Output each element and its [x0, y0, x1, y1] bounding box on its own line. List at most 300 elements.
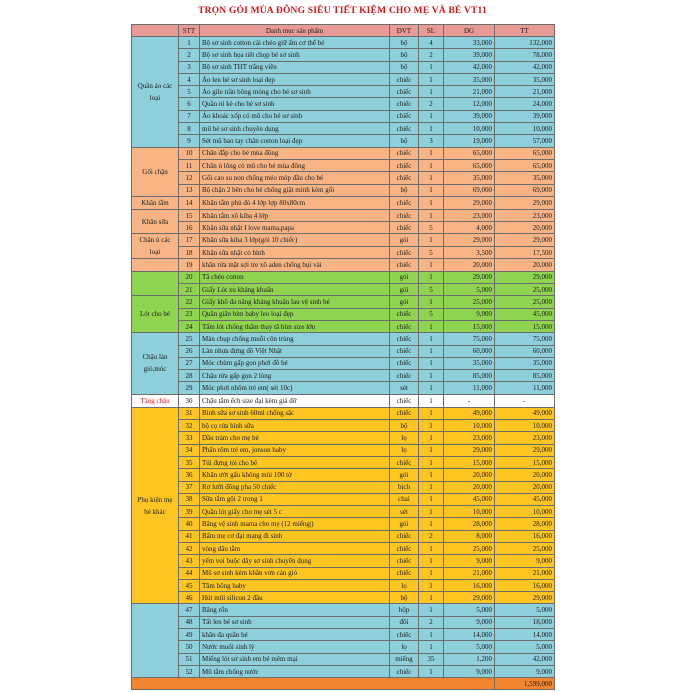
stt-cell: 51 [179, 653, 200, 665]
unit-cell: chiếc [390, 530, 419, 542]
unit-price-cell: 5,000 [444, 604, 495, 616]
unit-cell: bộ [390, 184, 419, 196]
quantity-cell: 1 [419, 481, 444, 493]
table-row [132, 481, 555, 493]
quantity-cell: 1 [419, 493, 444, 505]
quantity-cell: 1 [419, 456, 444, 468]
stt-cell: 33 [179, 432, 200, 444]
unit-price-cell: 33,000 [444, 37, 495, 49]
unit-cell: bộ [390, 420, 419, 432]
unit-cell: chiếc [390, 73, 419, 85]
quantity-cell: 1 [419, 209, 444, 221]
table-row [132, 333, 555, 345]
quantity-cell: 1 [419, 271, 444, 283]
stt-cell: 26 [179, 345, 200, 357]
quantity-cell: 1 [419, 357, 444, 369]
unit-price-cell: 10,000 [444, 506, 495, 518]
unit-price-cell: 5,000 [444, 284, 495, 296]
unit-cell: chiếc [390, 407, 419, 419]
unit-price-cell: 20,000 [444, 469, 495, 481]
table-row [132, 629, 555, 641]
unit-price-cell: 12,000 [444, 98, 495, 110]
product-name-cell: Bộ sơ sinh THT trắng viền [200, 61, 390, 73]
stt-cell: 8 [179, 123, 200, 135]
amount-cell: 25,000 [495, 296, 555, 308]
stt-cell: 35 [179, 456, 200, 468]
product-name-cell: Tã chéo cotton [200, 271, 390, 283]
amount-cell: 35,000 [495, 357, 555, 369]
unit-price-cell: 9,000 [444, 665, 495, 677]
product-name-cell: Bấm mẹ cơ đại mang đi sinh [200, 530, 390, 542]
quantity-cell: 3 [419, 135, 444, 147]
product-name-cell: Băng vệ sinh mama cho mẹ (12 miếng|) [200, 518, 390, 530]
unit-cell: chiếc [390, 86, 419, 98]
amount-cell: 20,000 [495, 481, 555, 493]
table-row [132, 159, 555, 171]
quantity-cell: 1 [419, 432, 444, 444]
unit-cell: chiếc [390, 567, 419, 579]
category-cell: Khăn sữa [132, 209, 179, 234]
category-cell: Chậu làn giỏ,móc [132, 333, 179, 394]
product-name-cell: Chậu tắm ếch size đại kèm giá đỡ [200, 394, 390, 407]
table-row [132, 234, 555, 247]
stt-cell: 31 [179, 407, 200, 419]
amount-cell: 65,000 [495, 159, 555, 171]
amount-cell: 57,000 [495, 135, 555, 147]
product-name-cell: Sét mũ bao tay chân cotton loại đẹp [200, 135, 390, 147]
quantity-cell: 1 [419, 518, 444, 530]
unit-cell: chiếc [390, 394, 419, 407]
unit-cell: lọ [390, 444, 419, 456]
unit-price-cell: 25,000 [444, 542, 495, 554]
stt-cell: 27 [179, 357, 200, 369]
quantity-cell: 1 [419, 147, 444, 159]
unit-cell: gói [390, 271, 419, 283]
table-row [132, 61, 555, 73]
unit-price-cell: 23,000 [444, 209, 495, 221]
product-name-cell: Túi đựng tỏi cho bé [200, 456, 390, 468]
stt-cell: 44 [179, 567, 200, 579]
table-row [132, 567, 555, 579]
amount-cell: 69,000 [495, 184, 555, 196]
unit-price-cell: 8,000 [444, 530, 495, 542]
unit-cell: chiếc [390, 98, 419, 110]
unit-cell: hộp [390, 604, 419, 616]
unit-cell: chiếc [390, 357, 419, 369]
unit-cell: chiếc [390, 147, 419, 159]
category-cell [132, 271, 179, 296]
amount-cell: 25,000 [495, 284, 555, 296]
quantity-cell: 1 [419, 382, 444, 394]
unit-cell: chiếc [390, 259, 419, 271]
quantity-cell: 1 [419, 73, 444, 85]
table-row [132, 420, 555, 432]
unit-price-cell: 21,000 [444, 567, 495, 579]
amount-cell: 75,000 [495, 333, 555, 345]
category-cell [132, 604, 179, 678]
stt-cell: 10 [179, 147, 200, 159]
unit-cell: bộ [390, 49, 419, 61]
amount-cell: 49,000 [495, 407, 555, 419]
product-name-cell: Quần giãn bỉm baby leo loại đẹp [200, 308, 390, 320]
quantity-cell: 1 [419, 444, 444, 456]
unit-price-cell: 45,000 [444, 493, 495, 505]
category-cell: Chăn ủ các loại [132, 234, 179, 259]
amount-cell: 42,000 [495, 61, 555, 73]
unit-cell: bộ [390, 37, 419, 49]
product-name-cell: Tấm lót chống thấm thay tã bỉm size lớn [200, 320, 390, 332]
stt-cell: 46 [179, 592, 200, 604]
table-row [132, 49, 555, 61]
quantity-cell: 2 [419, 530, 444, 542]
unit-price-cell: 9,000 [444, 308, 495, 320]
product-name-cell: Áo len bé sơ sinh loại đẹp [200, 73, 390, 85]
unit-cell: chiếc [390, 308, 419, 320]
quantity-cell: 1 [419, 86, 444, 98]
unit-price-cell: 20,000 [444, 481, 495, 493]
stt-cell: 22 [179, 296, 200, 308]
unit-price-cell: 35,000 [444, 73, 495, 85]
unit-price-cell: 4,000 [444, 222, 495, 234]
quantity-cell: 1 [419, 296, 444, 308]
unit-cell: chai [390, 493, 419, 505]
amount-cell: 35,000 [495, 172, 555, 184]
quantity-cell: 1 [419, 506, 444, 518]
unit-cell: chiếc [390, 320, 419, 332]
quantity-cell: 1 [419, 542, 444, 554]
amount-cell: 45,000 [495, 308, 555, 320]
unit-price-cell: 69,000 [444, 184, 495, 196]
table-row [132, 493, 555, 505]
amount-cell: 29,000 [495, 592, 555, 604]
quantity-cell: 1 [419, 123, 444, 135]
table-row [132, 357, 555, 369]
stt-cell: 3 [179, 61, 200, 73]
table-row [132, 370, 555, 382]
product-name-cell: khăn đa quần bé [200, 629, 390, 641]
unit-cell: lọ [390, 641, 419, 653]
unit-cell: chiếc [390, 222, 419, 234]
amount-cell: 28,000 [495, 518, 555, 530]
unit-price-cell: 23,000 [444, 432, 495, 444]
product-name-cell: Khăn tắm xô kiba 4 lớp [200, 209, 390, 221]
amount-cell: 25,000 [495, 542, 555, 554]
unit-price-cell: 35,000 [444, 357, 495, 369]
unit-price-cell: 9,000 [444, 555, 495, 567]
unit-price-cell: 29,000 [444, 592, 495, 604]
unit-cell: bịch [390, 481, 419, 493]
stt-cell: 37 [179, 481, 200, 493]
stt-cell: 48 [179, 616, 200, 628]
unit-price-cell: 10,000 [444, 420, 495, 432]
table-row [132, 469, 555, 481]
unit-price-cell: 11,000 [444, 382, 495, 394]
product-name-cell: Bộ sơ sinh họa tiết chọp bé sơ sinh [200, 49, 390, 61]
product-name-cell: Khăn sữa nhật cỏ hình [200, 246, 390, 259]
unit-cell: lọ [390, 432, 419, 444]
amount-cell: 9,000 [495, 555, 555, 567]
table-row [132, 506, 555, 518]
stt-cell: 18 [179, 246, 200, 259]
category-cell: Khăn tắm [132, 196, 179, 209]
product-name-cell: Áo khoác xốp có mũ cho bé sơ sinh [200, 110, 390, 122]
amount-cell: 23,000 [495, 209, 555, 221]
amount-cell: 60,000 [495, 345, 555, 357]
quantity-cell: 1 [419, 604, 444, 616]
unit-price-cell: 5,000 [444, 641, 495, 653]
stt-cell: 43 [179, 555, 200, 567]
quantity-cell: 1 [419, 665, 444, 677]
unit-cell: chiếc [390, 542, 419, 554]
product-name-cell: Tăm bông baby [200, 579, 390, 591]
table-row [132, 653, 555, 665]
stt-cell: 4 [179, 73, 200, 85]
stt-cell: 52 [179, 665, 200, 677]
stt-cell: 41 [179, 530, 200, 542]
quantity-cell: 5 [419, 222, 444, 234]
table-row [132, 296, 555, 308]
unit-price-cell: 65,000 [444, 159, 495, 171]
stt-cell: 23 [179, 308, 200, 320]
table-row [132, 37, 555, 49]
unit-cell: bộ [390, 135, 419, 147]
table-row [132, 284, 555, 296]
product-name-cell: Hút mũi silicon 2 đầu [200, 592, 390, 604]
stt-cell: 13 [179, 184, 200, 196]
quantity-cell: 5 [419, 246, 444, 259]
stt-cell: 40 [179, 518, 200, 530]
quantity-cell: 1 [419, 629, 444, 641]
unit-cell: lọ [390, 579, 419, 591]
unit-cell: chiếc [390, 665, 419, 677]
quantity-cell: 35 [419, 653, 444, 665]
table-row [132, 444, 555, 456]
stt-cell: 19 [179, 259, 200, 271]
unit-price-cell: - [444, 394, 495, 407]
quantity-cell: 1 [419, 567, 444, 579]
amount-cell: 42,000 [495, 653, 555, 665]
stt-cell: 49 [179, 629, 200, 641]
product-name-cell: Quần nỉ kẻ cho bé sơ sinh [200, 98, 390, 110]
unit-price-cell: 60,000 [444, 345, 495, 357]
unit-price-cell: 29,000 [444, 444, 495, 456]
table-row [132, 407, 555, 419]
amount-cell: 21,000 [495, 567, 555, 579]
product-name-cell: Móc chùm gấp gọn phơi đồ bé [200, 357, 390, 369]
amount-cell: 29,000 [495, 234, 555, 247]
product-name-cell: Quần lót giấy cho mẹ sét 5 c [200, 506, 390, 518]
unit-price-cell: 9,000 [444, 616, 495, 628]
amount-cell: 65,000 [495, 147, 555, 159]
quantity-cell: 5 [419, 284, 444, 296]
table-row [132, 394, 555, 407]
unit-price-cell: 15,000 [444, 320, 495, 332]
quantity-cell: 5 [419, 308, 444, 320]
amount-cell: 23,000 [495, 432, 555, 444]
quantity-cell: 1 [419, 196, 444, 209]
quantity-cell: 1 [419, 234, 444, 247]
stt-cell: 29 [179, 382, 200, 394]
amount-cell: 18,000 [495, 616, 555, 628]
unit-price-cell: 1,200 [444, 653, 495, 665]
quantity-cell: 1 [419, 110, 444, 122]
amount-cell: 11,000 [495, 382, 555, 394]
unit-price-cell: 16,000 [444, 579, 495, 591]
unit-price-cell: 35,000 [444, 172, 495, 184]
table-row [132, 110, 555, 122]
unit-price-cell: 21,000 [444, 86, 495, 98]
quantity-cell: 1 [419, 579, 444, 591]
stt-cell: 2 [179, 49, 200, 61]
amount-cell: 5,000 [495, 604, 555, 616]
quantity-cell: 1 [419, 184, 444, 196]
product-name-cell: Mũ tắm chống nước [200, 665, 390, 677]
table-row [132, 123, 555, 135]
unit-price-cell: 85,000 [444, 370, 495, 382]
unit-cell: sét [390, 506, 419, 518]
unit-price-cell: 29,000 [444, 196, 495, 209]
table-body [132, 37, 555, 678]
stt-cell: 7 [179, 110, 200, 122]
price-sheet [131, 0, 554, 690]
product-name-cell: Chăn đắp cho bé mùa đông [200, 147, 390, 159]
amount-cell: 132,000 [495, 37, 555, 49]
table-row [132, 196, 555, 209]
unit-price-cell: 65,000 [444, 147, 495, 159]
amount-cell: 20,000 [495, 222, 555, 234]
table-row [132, 271, 555, 283]
table-row [132, 172, 555, 184]
table-row [132, 86, 555, 98]
quantity-cell: 1 [419, 259, 444, 271]
table-row [132, 530, 555, 542]
quantity-cell: 1 [419, 394, 444, 407]
unit-price-cell: 3,500 [444, 246, 495, 259]
quantity-cell: 2 [419, 616, 444, 628]
quantity-cell: 1 [419, 407, 444, 419]
stt-cell: 39 [179, 506, 200, 518]
product-name-cell: Làn nhựa đựng đồ Việt Nhật [200, 345, 390, 357]
header-unit-price: ĐG [444, 25, 495, 37]
category-cell: Quần áo các loại [132, 37, 179, 148]
product-name-cell: Mũ sơ sinh kèm khăn vơn cản gió [200, 567, 390, 579]
table-row [132, 432, 555, 444]
table-row [132, 345, 555, 357]
stt-cell: 38 [179, 493, 200, 505]
product-name-cell: Nước muối sinh lý [200, 641, 390, 653]
quantity-cell: 1 [419, 320, 444, 332]
product-name-cell: Chậu rửa gấp gọn 2 lòng [200, 370, 390, 382]
amount-cell: 16,000 [495, 579, 555, 591]
amount-cell: - [495, 394, 555, 407]
unit-cell: gói [390, 284, 419, 296]
stt-cell: 42 [179, 542, 200, 554]
product-name-cell: Bộ chặn 2 bên cho bé chống giật mình kèm gối [200, 184, 390, 196]
unit-cell: gói [390, 234, 419, 247]
quantity-cell: 1 [419, 592, 444, 604]
unit-price-cell: 29,000 [444, 271, 495, 283]
unit-price-cell: 20,000 [444, 259, 495, 271]
unit-cell: chiếc [390, 159, 419, 171]
product-name-cell: bộ cọ rửa bình sữa [200, 420, 390, 432]
stt-cell: 15 [179, 209, 200, 221]
product-name-cell: Bình sữa sơ sinh 60ml chống sặc [200, 407, 390, 419]
stt-cell: 5 [179, 86, 200, 98]
product-name-cell: yếm voi buộc dây sơ sinh chuyên dụng [200, 555, 390, 567]
product-name-cell: Chăn ủ lông cò mũ cho bé mùa đông [200, 159, 390, 171]
unit-cell: chiếc [390, 196, 419, 209]
product-name-cell: Khăn ướt gấu không mùi 100 tờ [200, 469, 390, 481]
stt-cell: 24 [179, 320, 200, 332]
product-name-cell: Giấy Lót xu kháng khuẩn [200, 284, 390, 296]
table-row [132, 382, 555, 394]
product-name-cell: Phấn rôm trẻ em, jonson baby [200, 444, 390, 456]
amount-cell: 10,000 [495, 123, 555, 135]
quantity-cell: 1 [419, 345, 444, 357]
table-row [132, 222, 555, 234]
amount-cell: 10,000 [495, 506, 555, 518]
category-cell: Lót cho bé [132, 296, 179, 333]
amount-cell: 9,000 [495, 665, 555, 677]
unit-cell: sét [390, 382, 419, 394]
quantity-cell: 2 [419, 49, 444, 61]
stt-cell: 28 [179, 370, 200, 382]
table-row [132, 308, 555, 320]
category-cell [132, 259, 179, 271]
amount-cell: 39,000 [495, 110, 555, 122]
unit-cell: đôi [390, 616, 419, 628]
category-cell: Gối chặn [132, 147, 179, 196]
quantity-cell: 4 [419, 37, 444, 49]
table-row [132, 259, 555, 271]
product-name-cell: mũ bé sơ sinh chuyên dụng [200, 123, 390, 135]
unit-price-cell: 14,000 [444, 629, 495, 641]
amount-cell: 24,000 [495, 98, 555, 110]
unit-cell: chiếc [390, 370, 419, 382]
product-name-cell: Dầu tràm cho mẹ bé [200, 432, 390, 444]
total-row [132, 678, 555, 690]
product-name-cell: khăn rửa mặt sợi tre xô aden chống bụi vải [200, 259, 390, 271]
unit-price-cell: 29,000 [444, 234, 495, 247]
amount-cell: 29,000 [495, 444, 555, 456]
unit-cell: chiếc [390, 209, 419, 221]
stt-cell: 50 [179, 641, 200, 653]
quantity-cell: 1 [419, 159, 444, 171]
unit-cell: chiếc [390, 110, 419, 122]
amount-cell: 20,000 [495, 469, 555, 481]
unit-cell: chiếc [390, 172, 419, 184]
stt-cell: 34 [179, 444, 200, 456]
header-row [132, 25, 555, 37]
unit-cell: gói [390, 296, 419, 308]
amount-cell: 20,000 [495, 259, 555, 271]
unit-cell: chiếc [390, 123, 419, 135]
unit-price-cell: 75,000 [444, 333, 495, 345]
sheet-title: TRỌN GÓI MÙA ĐÔNG SIÊU TIẾT KIỆM CHO MẸ VÀ BÉ VT11 [198, 6, 487, 16]
unit-price-cell: 39,000 [444, 49, 495, 61]
unit-cell: chiếc [390, 246, 419, 259]
table-row [132, 592, 555, 604]
product-name-cell: Băng rốn [200, 604, 390, 616]
category-cell: Tặng chậu [132, 394, 179, 407]
table-row [132, 246, 555, 259]
unit-cell: chiếc [390, 345, 419, 357]
unit-price-cell: 39,000 [444, 110, 495, 122]
stt-cell: 1 [179, 37, 200, 49]
stt-cell: 11 [179, 159, 200, 171]
table-row [132, 518, 555, 530]
total-label-cell [132, 678, 495, 690]
